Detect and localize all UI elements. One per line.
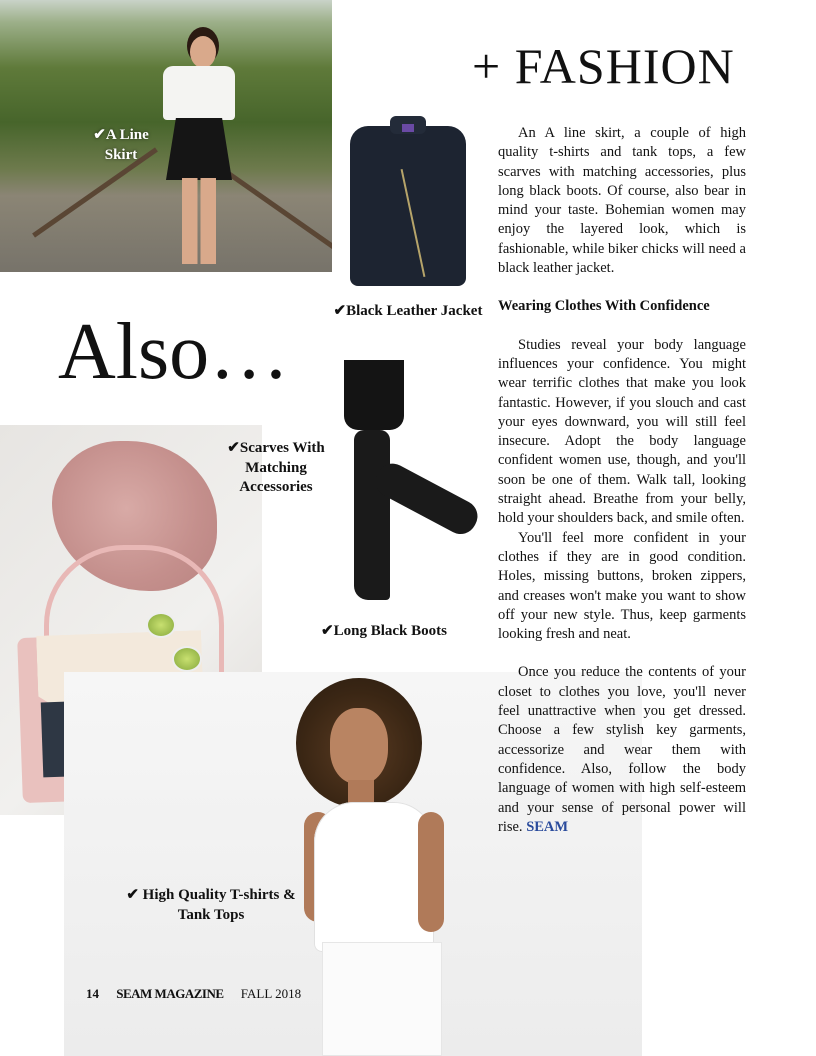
page-title: + FASHION — [472, 38, 735, 94]
article-paragraph: You'll feel more confident in your clothes if they are in good condition. Holes, missing buttons, broken zippers, and creases won't make you want to show off your new style. Thus, keep garments looking fresh and neat. — [498, 529, 746, 643]
sunglasses-lens-left — [146, 612, 176, 638]
article-paragraph-text: Once you reduce the contents of your closet to clothes you love, you'll never feel unattractive when you get dressed. Choose a few stylish key garments, accessorize and wear them with confidence. Also, follow the body language of women with high self-esteem and your sense of personal power will rise. — [498, 664, 746, 835]
model-skirt — [166, 118, 232, 180]
caption-scarves: ✔Scarves With Matching Accessories — [227, 440, 325, 495]
model-legs — [182, 178, 216, 264]
article-subheading: Wearing Clothes With Confidence — [498, 298, 710, 315]
jacket-label — [402, 124, 414, 132]
boot-left — [354, 430, 390, 600]
article-paragraph-final — [498, 663, 746, 837]
article-paragraph: An A line skirt, a couple of high quality t-shirts and tank tops, a few scarves with matching accessories, plus long black boots. Of course, also bear in mind your taste. Bohemian women may enjoy the layered look, which is fashionable, while biker chicks will need a black leather jacket. — [498, 125, 746, 277]
article-paragraph: Studies reveal your body language influences your confidence. You might wear terrific clothes that make you look fantastic. However, if you slouch and cast your eyes downward, you will still feel insecure. Adopt the body language confident women use, though, and you'll soon be one of them. Walk tall, looking straight ahead. Breathe from your belly, hold your shoulders back, and smile often. — [498, 336, 746, 527]
woman-tank-top — [314, 802, 434, 952]
signoff-brand: SEAM — [526, 818, 569, 835]
sunglasses-lens-right — [172, 646, 202, 672]
model-head — [190, 36, 216, 68]
caption-t-shirts: ✔ High Quality T-shirts & Tank Tops — [126, 887, 296, 923]
jacket-photo — [338, 108, 478, 298]
headline: Also… — [58, 308, 290, 396]
article-body — [498, 124, 746, 837]
issue-date: FALL 2018 — [240, 986, 302, 1001]
woman-jeans — [322, 942, 442, 1056]
model-blouse — [163, 66, 235, 120]
caption-boots: ✔Long Black Boots — [321, 623, 447, 639]
caption-leather-jacket: ✔Black Leather Jacket — [333, 303, 483, 319]
shorts — [344, 360, 404, 430]
magazine-name: SEAM MAGAZINE — [116, 986, 224, 1001]
skirt-photo — [0, 0, 332, 272]
caption-a-line-skirt: ✔A Line Skirt — [93, 127, 149, 163]
boots-photo — [338, 360, 483, 610]
woman-arm-right — [418, 812, 444, 932]
page-number: 14 — [86, 986, 99, 1001]
woman-face — [330, 708, 388, 784]
page-footer — [86, 986, 301, 1002]
